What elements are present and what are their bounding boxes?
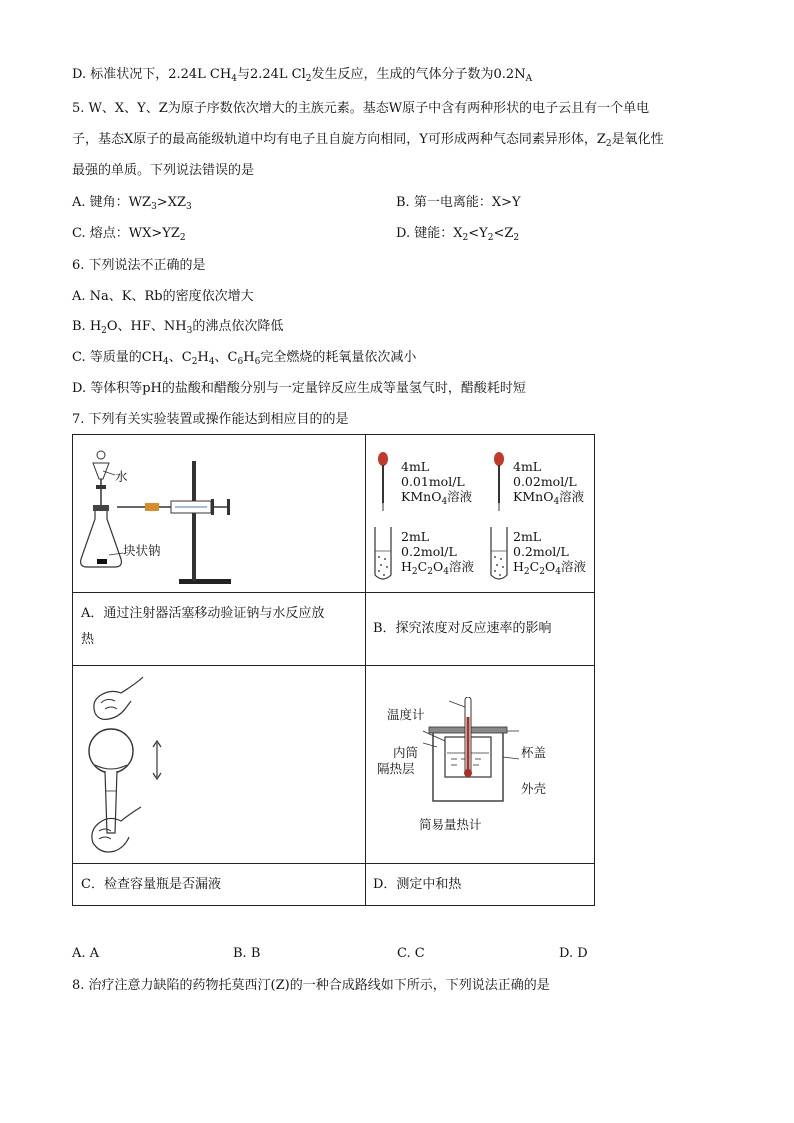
insulation-label: 隔热层 [377,761,415,776]
q5-option-a: A. 键角：$WZ_3>XZ_3$ [72,195,192,212]
q6-option-c: C. 等质量的$CH_4$、$C_2H_4$、$C_6H_6$完全燃烧的耗氧量依次减小 [72,350,417,367]
table-divider-row2 [73,665,594,666]
q5-stem-line1: 5. W、X、Y、Z为原子序数依次增大的主族元素。基态W原子中含有两种形状的电子云且有一个单电 [72,101,650,116]
q7-options-table [72,434,595,906]
sodium-label: 块状钠 [123,543,161,558]
calorimeter-name: 简易量热计 [419,817,482,832]
right-tube-label: 2mL 0.2mol/L $H_2C_2O_4$溶液 [513,529,586,577]
option-a-caption: A．通过注射器活塞移动验证钠与水反应放 热 [81,606,325,647]
option-d-line: D. 标准状况下，2.24L $CH_4$与2.24L $Cl_2$发生反应，生成的气体分子数为$0.2N_A$ [72,67,533,84]
left-tube-label: 2mL 0.2mol/L $H_2C_2O_4$溶液 [401,529,474,577]
q7-choice-c[interactable]: C. C [397,946,425,961]
table-divider-vertical [365,435,366,905]
q5-option-c: C. 熔点：$WX>YZ_2$ [72,226,186,243]
lid-label: 杯盖 [521,745,547,760]
inner-cup-label: 内筒 [393,745,419,760]
sodium-water-apparatus-image [79,441,279,589]
water-label: 水 [115,469,128,484]
q7-choice-b[interactable]: B. B [233,946,261,961]
option-b-caption: B．探究浓度对反应速率的影响 [373,621,552,636]
thermometer-label: 温度计 [387,707,425,722]
option-c-caption: C．检查容量瓶是否漏液 [81,877,221,892]
q6-option-b: B. $H_2O$、HF、$NH_3$的沸点依次降低 [72,319,284,336]
q5-option-b: B. 第一电离能：X>Y [396,195,521,210]
left-dropper-label: 4mL 0.01mol/L KMnO$_4$溶液 [401,459,473,507]
q5-stem-line2: 子，基态X原子的最高能级轨道中均有电子且自旋方向相同，Y可形成两种气态同素异形体，$Z_2$是氧化性 [72,132,664,149]
q6-option-a: A. Na、K、Rb的密度依次增大 [72,289,254,304]
q6-stem: 6. 下列说法不正确的是 [72,258,206,273]
q7-choice-a[interactable]: A. A [72,946,100,961]
right-dropper-label: 4mL 0.02mol/L KMnO$_4$溶液 [513,459,585,507]
q6-option-d: D. 等体积等pH的盐酸和醋酸分别与一定量锌反应生成等量氢气时，醋酸耗时短 [72,381,526,396]
q5-stem-line3: 最强的单质。下列说法错误的是 [72,163,255,178]
table-divider-row3 [73,863,594,864]
q7-choice-d[interactable]: D. D [559,946,588,961]
q5-option-d: D. 键能：$X_2<Y_2<Z_2$ [396,226,520,243]
shell-label: 外壳 [521,781,547,796]
q8-stem: 8. 治疗注意力缺陷的药物托莫西汀(Z)的一种合成路线如下所示，下列说法正确的是 [72,978,550,993]
option-d-caption: D．测定中和热 [373,877,462,892]
q7-stem: 7. 下列有关实验装置或操作能达到相应目的的是 [72,412,349,427]
table-divider-row1 [73,592,594,593]
volumetric-flask-image [81,673,191,859]
